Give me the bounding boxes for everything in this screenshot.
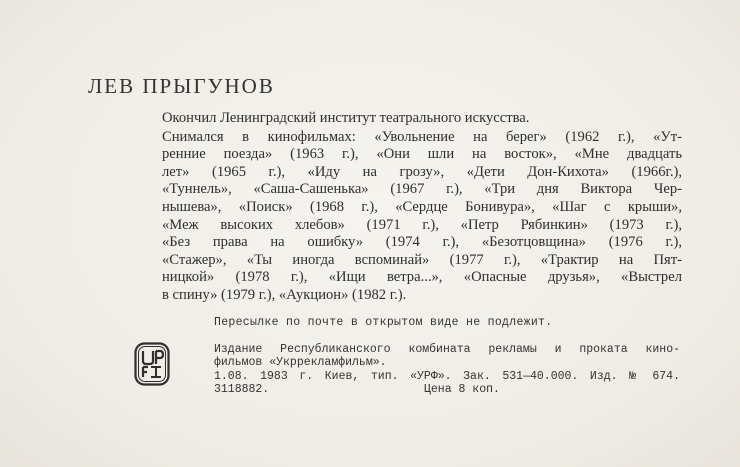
bio-line: нышева», «Поиск» (1968 г.), «Сердце Бонивура», «Шаг с крыши», xyxy=(162,198,682,215)
bio-line: лет» (1965 г.), «Иду на грозу», «Дети Дон-Кихота» (1966г.), xyxy=(162,163,682,180)
bio-line: «Туннель», «Саша-Сашенька» (1967 г.), «Три дня Виктора Чер- xyxy=(162,181,682,198)
price-label: Цена 8 коп. xyxy=(424,382,500,396)
postal-notice: Пересылке по почте в открытом виде не подлежит. xyxy=(214,316,553,329)
page-title: ЛЕВ ПРЫГУНОВ xyxy=(88,74,275,98)
imprint-last-line xyxy=(214,383,680,396)
imprint-line: фильмов «Укррекламфильм». xyxy=(214,356,387,370)
bio-line: ренние поезда» (1963 г.), «Они шли на восток», «Мне двадцать xyxy=(162,146,682,163)
bio-line: «Стажер», «Ты иногда вспоминай» (1977 г.), «Трактир на Пят- xyxy=(162,251,682,268)
bio-line: Снимался в кинофильмах: «Увольнение на берег» (1962 г.), «Ут- xyxy=(162,128,682,145)
bio-line: ницкой» (1978 г.), «Ищи ветра...», «Опасные друзья», «Выстрел xyxy=(162,269,682,286)
bio-line: в спину» (1979 г.), «Аукцион» (1982 г.). xyxy=(162,286,407,303)
imprint-line: 1.08. 1983 г. Киев, тип. «УРФ». Зак. 531—40.000. Изд. № 674. xyxy=(214,369,680,383)
imprint-line: Издание Республиканского комбината рекламы и проката кино- xyxy=(214,343,680,356)
publisher-imprint xyxy=(214,343,680,396)
print-code: 3118882. xyxy=(214,382,270,396)
biography-text xyxy=(162,110,682,305)
urf-logo-icon xyxy=(134,342,170,386)
bio-education-line: Окончил Ленинградский институт театрального искусства. xyxy=(162,110,530,126)
bio-line: «Без права на ошибку» (1974 г.), «Безотцовщина» (1976 г.), xyxy=(162,234,682,251)
bio-line: «Меж высоких хлебов» (1971 г.), «Петр Рябинкин» (1973 г.), xyxy=(162,216,682,233)
